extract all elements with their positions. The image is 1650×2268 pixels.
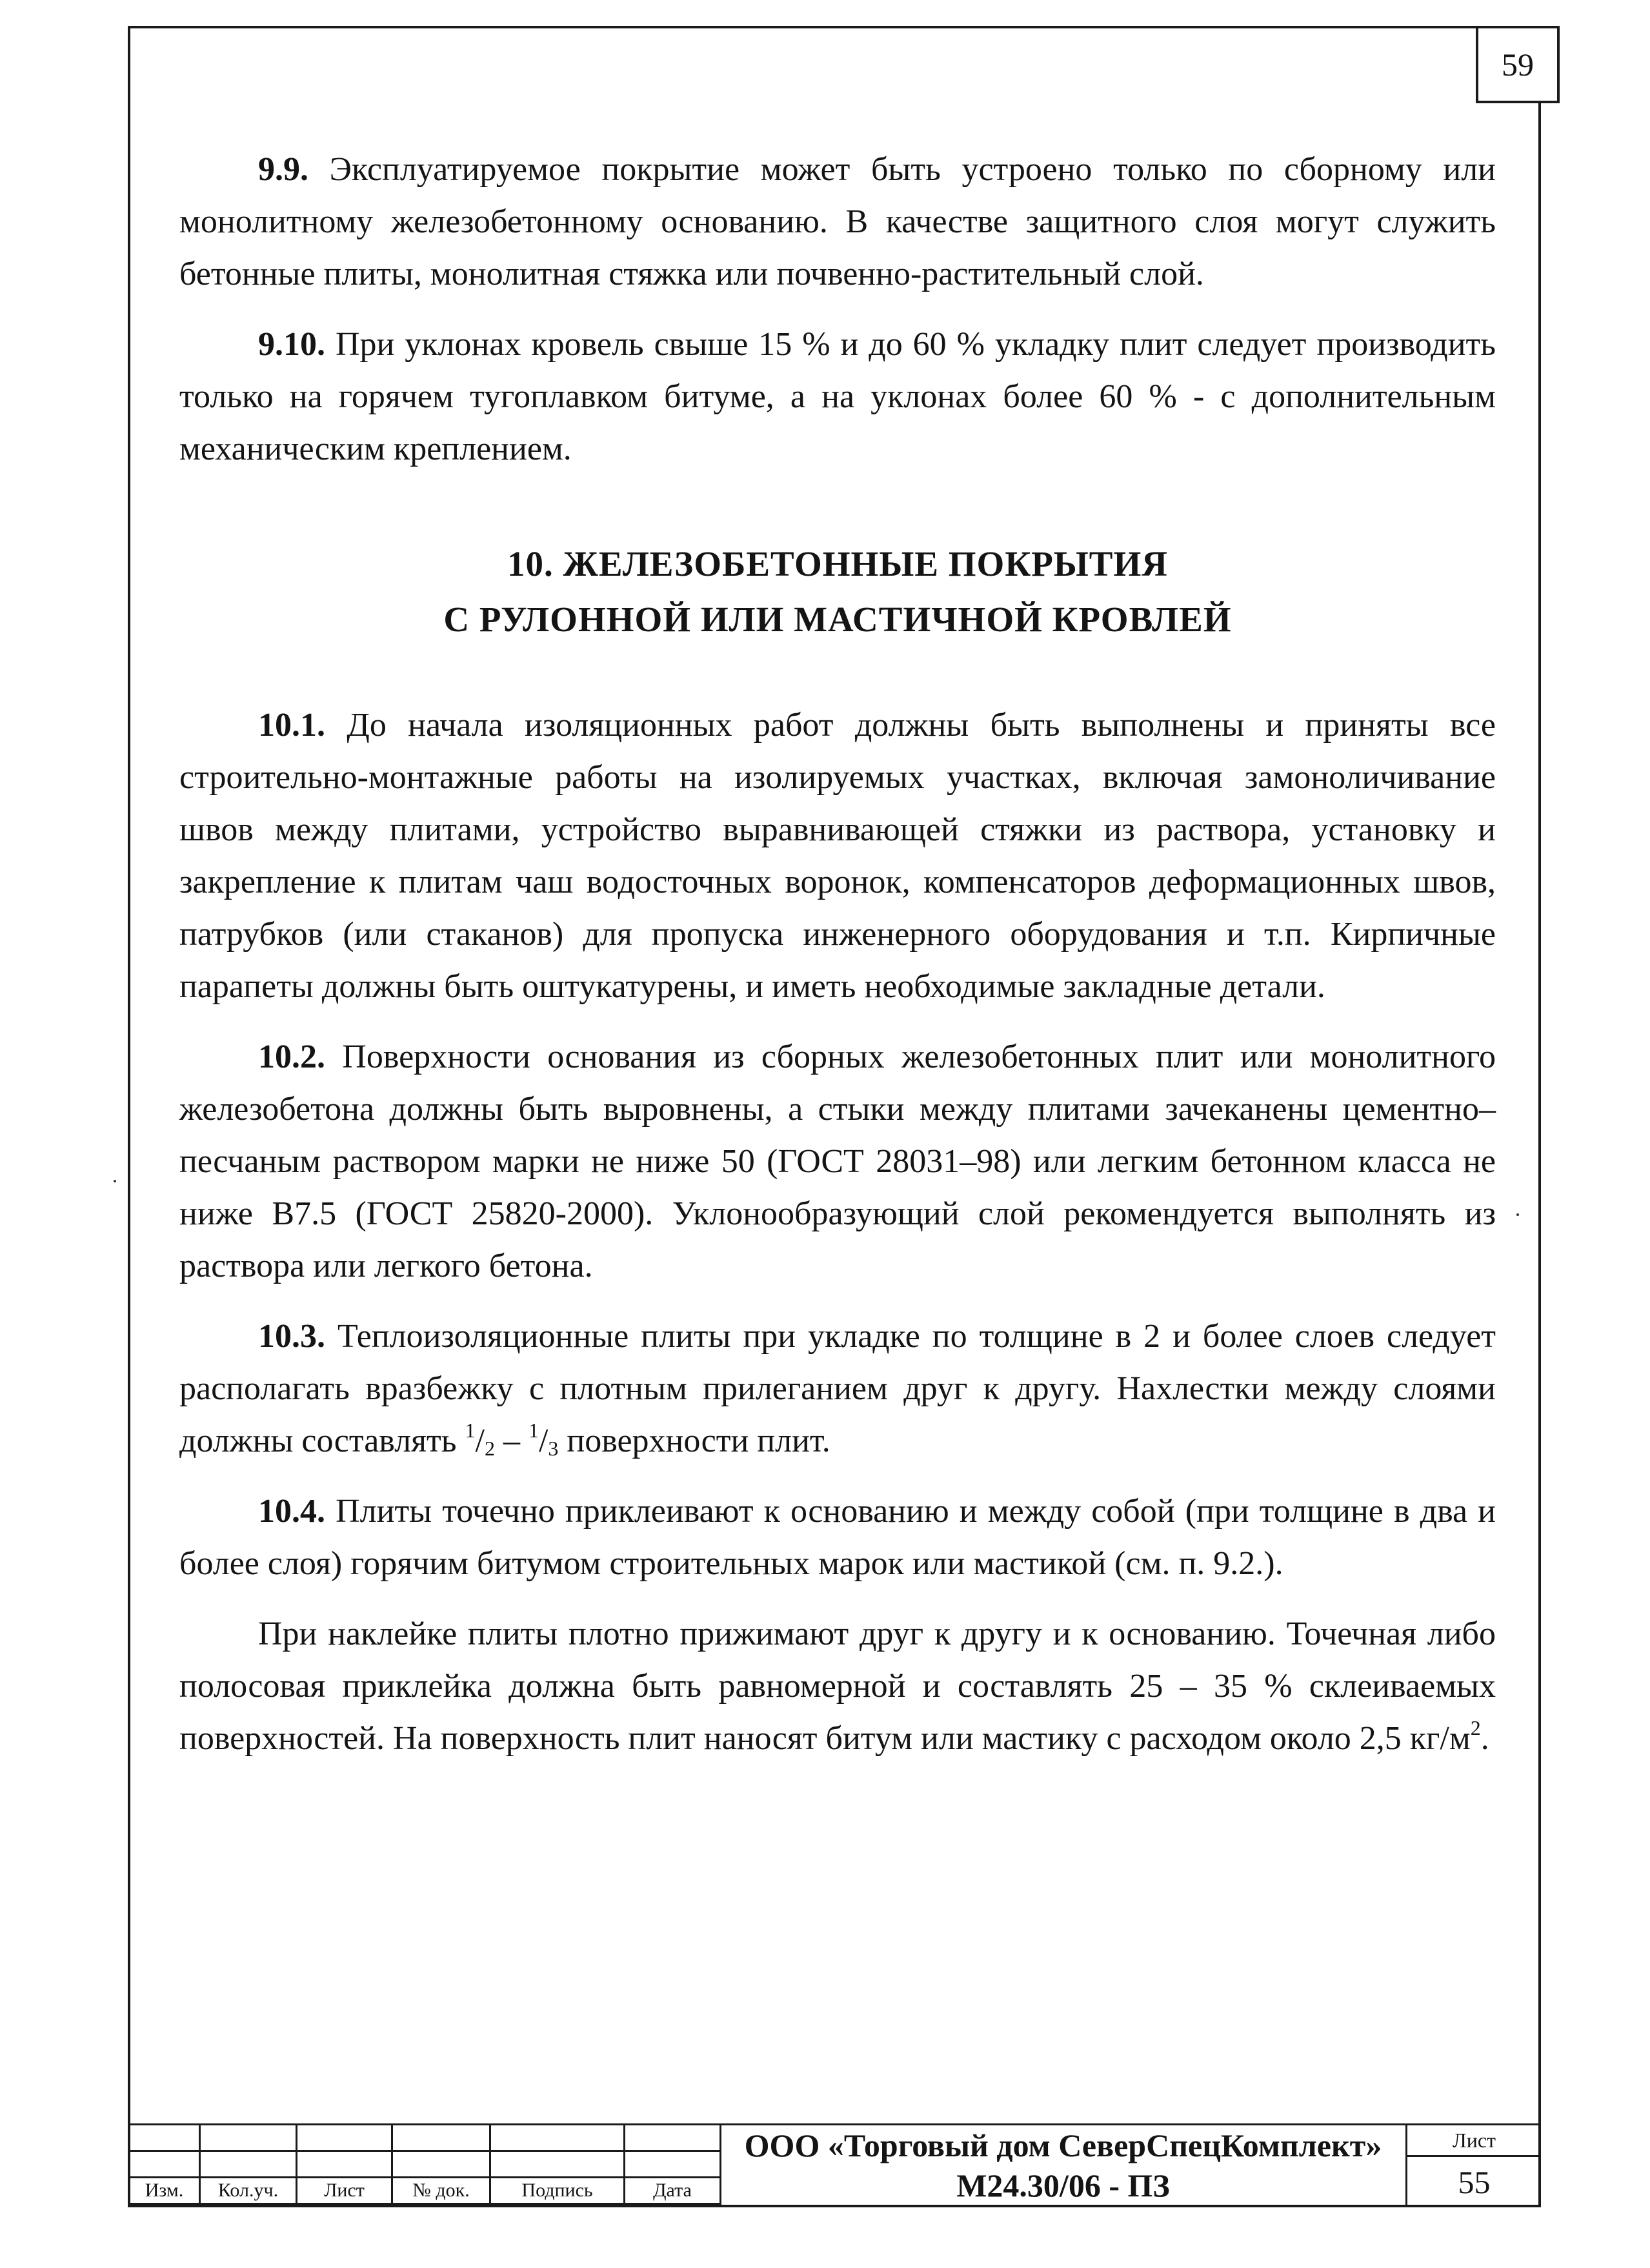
paragraph-10-3: 10.3. Теплоизоляционные плиты при укладке по толщине в 2 и более слоев следует располагать вразбежку с плотным прилеганием друг к другу. Нахлестки между слоями должны составлять $^1/_2 - ^1/_3$ поверхности плит. xyxy=(179,1318,1496,1460)
col-izm: Изм. xyxy=(129,2178,200,2204)
paragraph-text: Плиты точечно приклеивают к основанию и между собой (при толщине в два и более слоя) горячим битумом строительных марок или мастикой (см. п. 9.2.). xyxy=(179,1493,1496,1582)
fraction-denominator: 3 xyxy=(548,1437,559,1460)
scan-mark xyxy=(114,1180,116,1182)
sheet-block xyxy=(1405,2123,1541,2207)
paragraph-end: . xyxy=(1480,1720,1489,1757)
sheet-number: 55 xyxy=(1458,2164,1491,2200)
fraction-denominator: 2 xyxy=(484,1437,495,1460)
scan-mark xyxy=(1516,1213,1519,1216)
paragraph-number: 10.2. xyxy=(258,1038,325,1075)
organization-block xyxy=(721,2123,1405,2207)
paragraph-10-4 xyxy=(179,1485,1496,1590)
col-list: Лист xyxy=(297,2178,392,2204)
fraction-dash: – xyxy=(494,1423,528,1459)
paragraph-text: При наклейке плиты плотно прижимают друг к другу и к основанию. Точечная либо полосовая приклейка должна быть равномерной и составлять 25 – 35 % склеиваемых поверхностей. На поверхность плит наносят битум или мастику с расходом около 2,5 кг/м xyxy=(179,1615,1496,1757)
document-body xyxy=(179,143,1496,1765)
organization-name: ООО «Торговый дом СеверСпецКомплект» xyxy=(744,2127,1382,2163)
col-kol-uch: Кол.уч. xyxy=(200,2178,297,2204)
col-signature: Подпись xyxy=(490,2178,625,2204)
paragraph-final xyxy=(179,1608,1496,1765)
paragraph-number: 9.9. xyxy=(258,151,308,188)
paragraph-text-end: поверхности плит. xyxy=(558,1423,830,1459)
paragraph-number: 10.1. xyxy=(258,707,325,744)
heading-line-2: С РУЛОННОЙ ИЛИ МАСТИЧНОЙ КРОВЛЕЙ xyxy=(443,600,1232,639)
title-block-grid xyxy=(128,2123,721,2205)
paragraph-text: До начала изоляционных работ должны быть выполнены и приняты все строительно-монтажные работы на изолируемых участках, включая замоноличивание швов между плитами, устройство выравнивающей стяжки из раствора, установку и закрепление к плитам чаш водосточных воронок, компенсаторов деформационных швов, патрубков (или стаканов) для пропуска инженерного оборудования и т.п. Кирпичные парапеты должны быть оштукатурены, и иметь необходимые закладные детали. xyxy=(179,707,1496,1005)
paragraph-number: 9.10. xyxy=(258,326,325,363)
paragraph-10-1 xyxy=(179,699,1496,1013)
paragraph-text: Поверхности основания из сборных железобетонных плит или монолитного железобетона должны быть выровнены, а стыки между плитами зачеканены цементно–песчаным раствором марки не ниже 50 (ГОСТ 28031–98) или легким бетонном класса не ниже В7.5 (ГОСТ 25820-2000). Уклонообразующий слой рекомендуется выполнять из раствора или легкого бетона. xyxy=(179,1038,1496,1284)
col-doc-number: № док. xyxy=(392,2178,490,2204)
sheet-label: Лист xyxy=(1407,2125,1541,2157)
paragraph-text: Теплоизоляционные плиты при укладке по толщине в 2 и более слоев следует располагать вразбежку с плотным прилеганием друг к другу. Нахлестки между слоями должны составлять xyxy=(179,1318,1496,1459)
fraction-numerator: 1 xyxy=(465,1419,476,1442)
paragraph-9-9 xyxy=(179,143,1496,300)
paragraph-number: 10.4. xyxy=(258,1493,325,1530)
top-page-number: 59 xyxy=(1476,26,1560,103)
paragraph-9-10 xyxy=(179,318,1496,475)
fraction-numerator: 1 xyxy=(528,1419,539,1442)
paragraph-text: При уклонах кровель свыше 15 % и до 60 % укладку плит следует производить только на горячем тугоплавком битуме, а на уклонах более 60 % - с дополнительным механическим креплением. xyxy=(179,326,1496,467)
document-code: М24.30/06 - ПЗ xyxy=(956,2167,1170,2203)
heading-line-1: 10. ЖЕЛЕЗОБЕТОННЫЕ ПОКРЫТИЯ xyxy=(507,544,1168,583)
paragraph-10-2 xyxy=(179,1031,1496,1292)
superscript-2: 2 xyxy=(1470,1716,1481,1739)
section-heading xyxy=(179,536,1496,647)
paragraph-text: Эксплуатируемое покрытие может быть устроено только по сборному или монолитному железобетонному основанию. В качестве защитного слоя могут служить бетонные плиты, монолитная стяжка или почвенно-растительный слой. xyxy=(179,151,1496,292)
paragraph-number: 10.3. xyxy=(258,1318,325,1355)
col-date: Дата xyxy=(625,2178,721,2204)
